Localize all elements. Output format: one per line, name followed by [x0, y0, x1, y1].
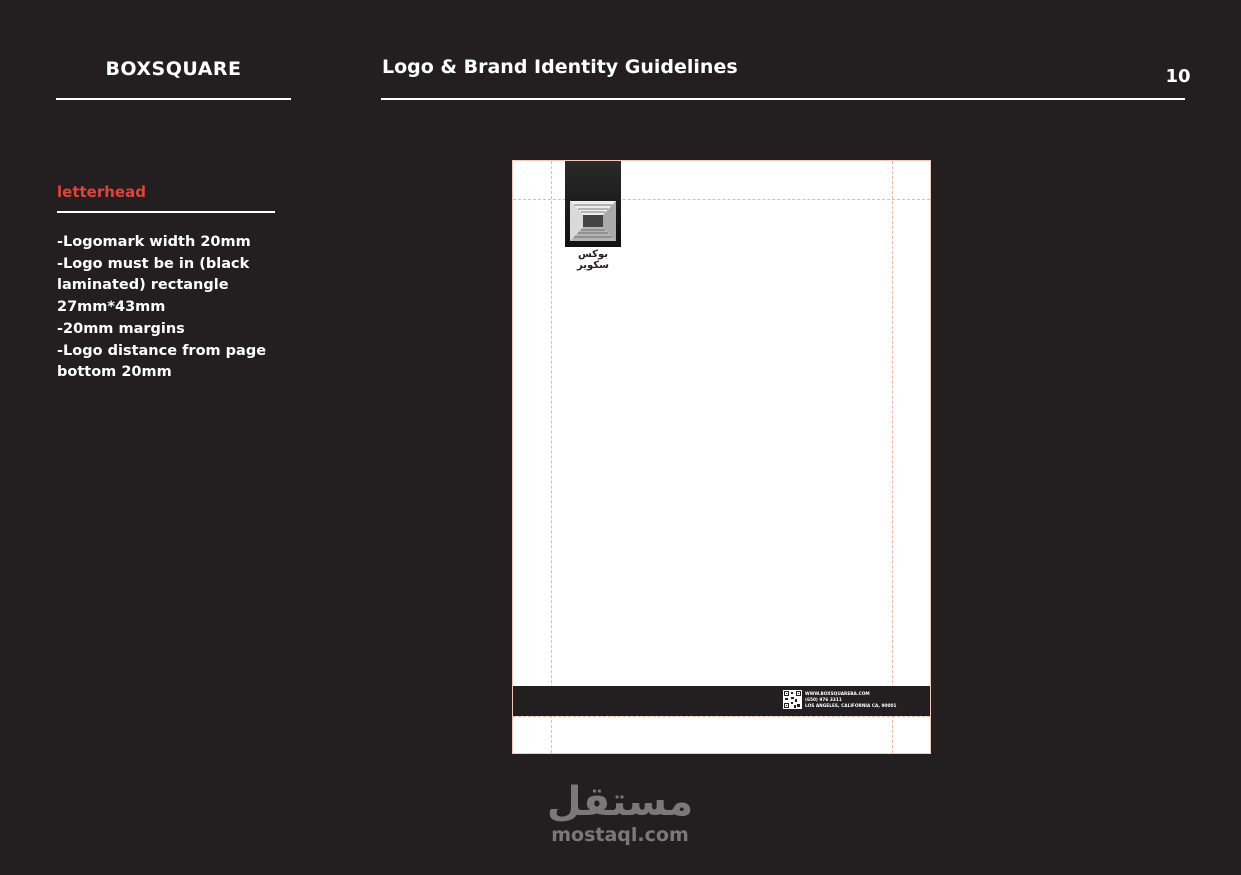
- page-number: 10: [1165, 66, 1191, 87]
- qr-code-icon: [783, 690, 802, 709]
- letterhead-page: [512, 160, 931, 754]
- footer-contact: [805, 692, 896, 710]
- logo-arabic-wordmark: بوكس سكوير: [577, 249, 609, 271]
- footer-website: WWW.BOXSQUAREBA.COM: [805, 692, 870, 697]
- spec-item: -Logomark width 20mm: [57, 234, 251, 250]
- margin-guide-left: [551, 161, 552, 753]
- margin-guide-bottom: [513, 716, 930, 717]
- logomark-icon: [570, 201, 616, 241]
- watermark-latin: mostaql.com: [551, 824, 689, 846]
- spec-item: -20mm margins: [57, 320, 185, 337]
- footer-address: LOS ANGELES, CALIFORNIA CA, 90001: [805, 704, 897, 709]
- section-label: letterhead: [57, 183, 146, 201]
- section-underline: [57, 211, 275, 213]
- spec-item: 27mm*43mm: [57, 299, 166, 316]
- spec-item: bottom 20mm: [57, 364, 172, 381]
- footer-band: [513, 686, 931, 716]
- margin-guide-right: [892, 161, 893, 753]
- spec-list: [57, 232, 287, 384]
- title-underline: [381, 98, 1185, 100]
- spec-item: laminated) rectangle: [57, 277, 229, 294]
- brand-name: BOXSQUARE: [105, 58, 242, 80]
- watermark-arabic: مستقل: [546, 779, 694, 825]
- page-title: Logo & Brand Identity Guidelines: [382, 56, 738, 78]
- brand-underline: [56, 98, 291, 100]
- watermark: [520, 780, 720, 846]
- spec-item: -Logo distance from page: [57, 342, 267, 359]
- spec-item: -Logo must be in (black: [57, 255, 250, 272]
- logo-rectangle: [565, 161, 621, 247]
- footer-phone: (650) 976 3311: [805, 698, 842, 703]
